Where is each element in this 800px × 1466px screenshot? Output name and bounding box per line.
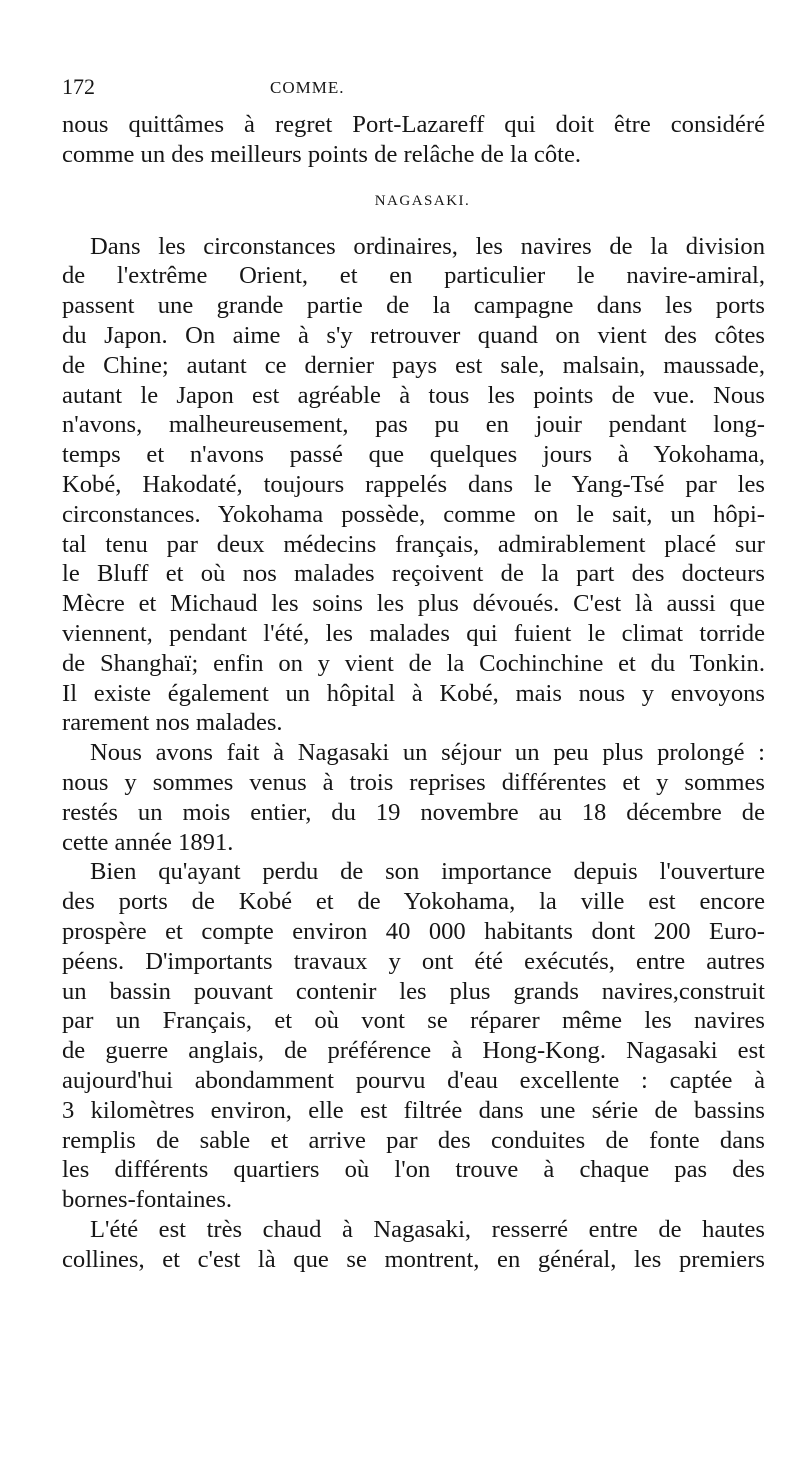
text-line: L'été est très chaud à Nagasaki, resserré entre de hautes <box>90 1215 765 1243</box>
text-line: Kobé, Hakodaté, toujours rappelés dans le Yang-Tsé par les <box>62 470 765 498</box>
text-line: prospère et compte environ 40 000 habitants dont 200 Euro- <box>62 917 765 945</box>
body-text <box>62 110 765 1274</box>
text-line: le Bluff et où nos malades reçoivent de la part des docteurs <box>62 560 765 588</box>
paragraph <box>62 232 765 739</box>
text-line: remplis de sable et arrive par des conduites de fonte dans <box>62 1126 765 1154</box>
text-line: comme un des meilleurs points de relâche de la côte. <box>62 140 582 168</box>
text-line: un bassin pouvant contenir les plus grands navires,construit <box>62 977 765 1005</box>
text-line: cette année 1891. <box>62 828 234 856</box>
text-line: bornes-fontaines. <box>62 1186 233 1214</box>
text-line: viennent, pendant l'été, les malades qui fuient le climat torride <box>62 619 765 647</box>
text-line: les différents quartiers où l'on trouve à chaque pas des <box>62 1156 765 1184</box>
text-line: de guerre anglais, de préférence à Hong-Kong. Nagasaki est <box>62 1037 765 1065</box>
text-line: tal tenu par deux médecins français, admirablement placé sur <box>62 530 765 558</box>
text-line: passent une grande partie de la campagne dans les ports <box>62 292 765 320</box>
text-line: Bien qu'ayant perdu de son importance depuis l'ouverture <box>90 858 765 886</box>
text-line: par un Français, et où vont se réparer même les navires <box>62 1007 765 1035</box>
text-line: péens. D'importants travaux y ont été exécutés, entre autres <box>62 947 765 975</box>
page-number: 172 <box>62 74 95 99</box>
paragraph <box>62 857 765 1215</box>
running-title: COMME. <box>270 78 345 97</box>
paragraph <box>62 110 765 170</box>
paragraph <box>62 1215 765 1275</box>
text-line: restés un mois entier, du 19 novembre au 18 décembre de <box>62 798 765 826</box>
text-line: circonstances. Yokohama possède, comme on le sait, un hôpi- <box>62 500 765 528</box>
paragraph <box>62 738 765 857</box>
text-line: nous quittâmes à regret Port-Lazareff qui doit être considéré <box>62 111 765 138</box>
text-line: de Chine; autant ce dernier pays est sale, malsain, maussade, <box>62 351 765 379</box>
text-line: du Japon. On aime à s'y retrouver quand on vient des côtes <box>62 321 765 349</box>
text-line: temps et n'avons passé que quelques jours à Yokohama, <box>62 441 765 469</box>
paragraph-group <box>62 232 765 1275</box>
text-line: Il existe également un hôpital à Kobé, mais nous y envoyons <box>62 679 765 707</box>
text-line: collines, et c'est là que se montrent, en général, les premiers <box>62 1245 765 1273</box>
text-line: Nous avons fait à Nagasaki un séjour un peu plus prolongé : <box>90 739 765 767</box>
section-heading: NAGASAKI. <box>374 192 471 209</box>
text-line: Dans les circonstances ordinaires, les navires de la division <box>90 232 765 260</box>
text-line: de l'extrême Orient, et en particulier le navire-amiral, <box>62 262 765 290</box>
text-line: n'avons, malheureusement, pas pu en jouir pendant long- <box>62 411 765 439</box>
text-line: rarement nos malades. <box>62 709 283 737</box>
running-head <box>62 74 762 104</box>
text-line: 3 kilomètres environ, elle est filtrée dans une série de bassins <box>62 1096 765 1124</box>
text-line: de Shanghaï; enfin on y vient de la Cochinchine et du Tonkin. <box>62 649 765 677</box>
text-line: des ports de Kobé et de Yokohama, la ville est encore <box>62 888 765 916</box>
text-line: autant le Japon est agréable à tous les points de vue. Nous <box>62 381 765 409</box>
text-line: Mècre et Michaud les soins les plus dévoués. C'est là aussi que <box>62 590 765 618</box>
text-line: nous y sommes venus à trois reprises différentes et y sommes <box>62 768 765 796</box>
text-line: aujourd'hui abondamment pourvu d'eau excellente : captée à <box>62 1066 765 1094</box>
